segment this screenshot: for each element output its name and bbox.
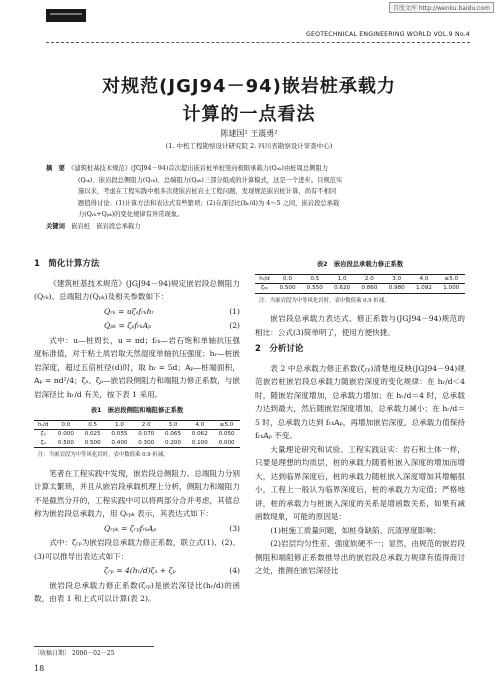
table2-row: ζᵣₚ 0.500 0.550 0.620 0.860 0.980 1.092 1.000: [255, 284, 465, 294]
abstract-line-3: 施以来，考虑在工程实践中根多次使嵌岩桩岩土工程问题，发现规范嵌岩桩计算，尚有不相同: [78, 188, 337, 195]
right-para5: (2)岩层均匀性差、强度软硬不一；显然，由规范的嵌岩段侧阻和端阻修正系数推导出的嵌岩段总承载力规律有值得商讨之处，推测在嵌岩深径比: [255, 539, 465, 575]
journal-logo: [46, 9, 86, 22]
table1-row: ζₛ 0.000 0.025 0.055 0.070 0.065 0.062 0.050: [40, 431, 235, 437]
keywords-label: 关键词: [46, 222, 65, 230]
abstract-label: 摘 要: [46, 165, 65, 172]
table1-header-row: hᵣ/d 0.0 0.5 1.0 2.0 3.0 4.0 ≥5.0: [34, 420, 240, 430]
table2-header-row: hᵣ/d 0.0 0.5 1.0 2.0 3.0 4.0 ≥5.0: [255, 274, 465, 284]
page-number: 18: [34, 664, 45, 673]
right-para1: 嵌岩段总承载力表达式、修正系数与(JGJ94－94)规范的相比：公式(3)简单明了，使用方便快捷。: [255, 314, 465, 337]
affiliation: (1. 中机工程勘察设计研究院 2. 四川省勘察设计审查中心): [165, 142, 333, 150]
table2-note: 注：当嵌岩段为中等风化岩时，表中数值乘 0.9 折减。: [259, 297, 390, 304]
equation-1: Qᵣₖ = uζₛfᵣₖhᵣ (1): [104, 306, 240, 316]
paper-title-line1: 对规范(JGJ94－94)嵌岩桩承载力: [102, 76, 396, 97]
header-rule: [46, 42, 470, 43]
table1: [34, 420, 240, 449]
received-date: 〔收稿日期〕 2006－02－25: [34, 646, 154, 657]
abstract-line-1: 摘 要 《建筑桩基技术规范》(JGJ94－94)首次提出嵌岩桩单桩竖向极限承载力(Qᵤₖ)由桩周总侧阻力: [46, 165, 329, 172]
right-para2: 表 2 中总承载力修正系数(ζᵣₚ)清楚地反映(JGJ94－94)规范嵌岩桩嵌岩段总承载力随嵌岩深度的变化规律：在 hᵣ/d＜4 时，随嵌岩深度增加，总承载力增加；在 hᵣ/d＝4 时，总承载力达到最大，然后随嵌岩深度增加，总承载力减小；在 hᵣ/d＝5 时，总承载力达到 fᵣₖAₚ，再增加嵌岩深度，总承载力值保持 fᵣₖAₚ 不变。: [255, 363, 465, 440]
table1-note: 注：当嵌岩段为中等风化岩时，表中数值乘 0.9 折减。: [38, 452, 169, 458]
equation-4: ζᵣₚ = 4(hᵣ/d)ζₛ + ζₚ (4): [104, 566, 240, 575]
table1-caption: 表1 嵌岩段侧阻和端阻修正系数: [90, 407, 184, 414]
section1-para4: 式中：ζᵣₚ为嵌岩段总承载力修正系数，联立式(1)、(2)、(3)可以推导出表达式如下：: [34, 538, 240, 561]
abstract-line-4: 题值得讨论：(1)计算方法和表达式有些繁琐；(2)在深径比(hᵣ/d)为 4～5 之间，嵌岩段总承载: [78, 199, 340, 207]
abstract: [46, 163, 470, 232]
running-title: GEOTECHNICAL ENGINEERING WORLD VOL.9 No.4: [306, 31, 470, 38]
abstract-line-5: 力(Qᵣₖ+Qₚₖ)的变化规律有异常现象。: [78, 211, 184, 218]
table2-caption: 表2 嵌岩段总承载力修正系数: [316, 261, 404, 268]
keywords: 嵌岩桩 嵌岩段总承载力: [71, 222, 141, 230]
section1-heading: 1 简化计算方法: [34, 259, 100, 269]
left-column: [34, 258, 240, 606]
equation-3: Qᵣₚₖ = ζᵣₚfᵣₖAₚ (3): [104, 523, 240, 533]
section1-para2: 式中：u—桩周长，u = πd；fᵣₖ—岩石饱和单轴抗压强度标准值，对于粘土质岩取天然湿度单轴抗压强度；hᵣ—桩嵌岩深度，超过五倍桩径(d)时，取 hᵣ = 5d；Aₚ—桩端面积，Aₚ = πd²/4；ζₛ、ζₚ—嵌岩段侧阻力和端阻力修正系数，与嵌岩深径比 hᵣ/d 有关，按下表 1 采用。: [34, 335, 240, 399]
paper-title-line2: 计算的一点看法: [182, 104, 316, 125]
authors: 陈建国¹ 王震勇²: [220, 129, 278, 138]
section2-heading: 2 分析讨论: [255, 344, 304, 354]
section1-para5: 嵌岩段总承载力修正系数(ζᵣₚ)是嵌岩深径比(hᵣ/d)的函数，由表 1 和上式可以计算(表 2)。: [34, 580, 240, 603]
section1-para1: 《建筑桩基技术规范》(JGJ94－94)规定嵌岩段总侧阻力(Qᵣₖ)、总端阻力(Qₚₖ)及相关参数如下：: [34, 278, 240, 301]
right-para3: 大量理论研究和试验、工程实践证实：岩石和土体一样，只要是理想的均质层，桩的承载力随着桩嵌入深度的增加而增大，达到临界深度后，桩的承载力随桩嵌入深度增加其增幅很小，工程上一般认为临界深度后，桩的承载力为定值；严格地讲，桩的承载力与桩嵌入深度的关系是增函数关系，如果有减函数现象，可能的原因是：: [255, 444, 465, 521]
watermark: 百度文库 http://wenku.baidu.com: [389, 2, 494, 13]
abstract-line-2: (Qₛₖ)、嵌岩段总侧阻力(Qᵣₖ)、总端阻力(Qₚₖ)三部分组成的计算模式，这是一个进步。目规范实: [78, 176, 343, 184]
section1-para3: 笔者在工程实践中发现，嵌岩段总侧阻力、总端阻力分别计算太繁琐，并且从嵌岩段承载机理上分析，侧阻力和端阻力不是截然分开的，工程实践中可以将两部分合并考虑，其值总称为嵌岩段总承载力，用 Qᵣₚₖ 表示，其表达式如下：: [34, 468, 240, 518]
keywords-line: [46, 221, 470, 233]
equation-2: Qₚₖ = ζₚfᵣₖAₚ (2): [104, 321, 240, 330]
right-para4: (1)桩施工质量问题，如桩身缺陷、沉渣厚度影响；: [270, 525, 441, 535]
table2: [255, 274, 465, 294]
table1-row: ζₚ 0.500 0.500 0.400 0.300 0.200 0.100 0.000: [34, 439, 240, 448]
right-column: [255, 258, 465, 578]
